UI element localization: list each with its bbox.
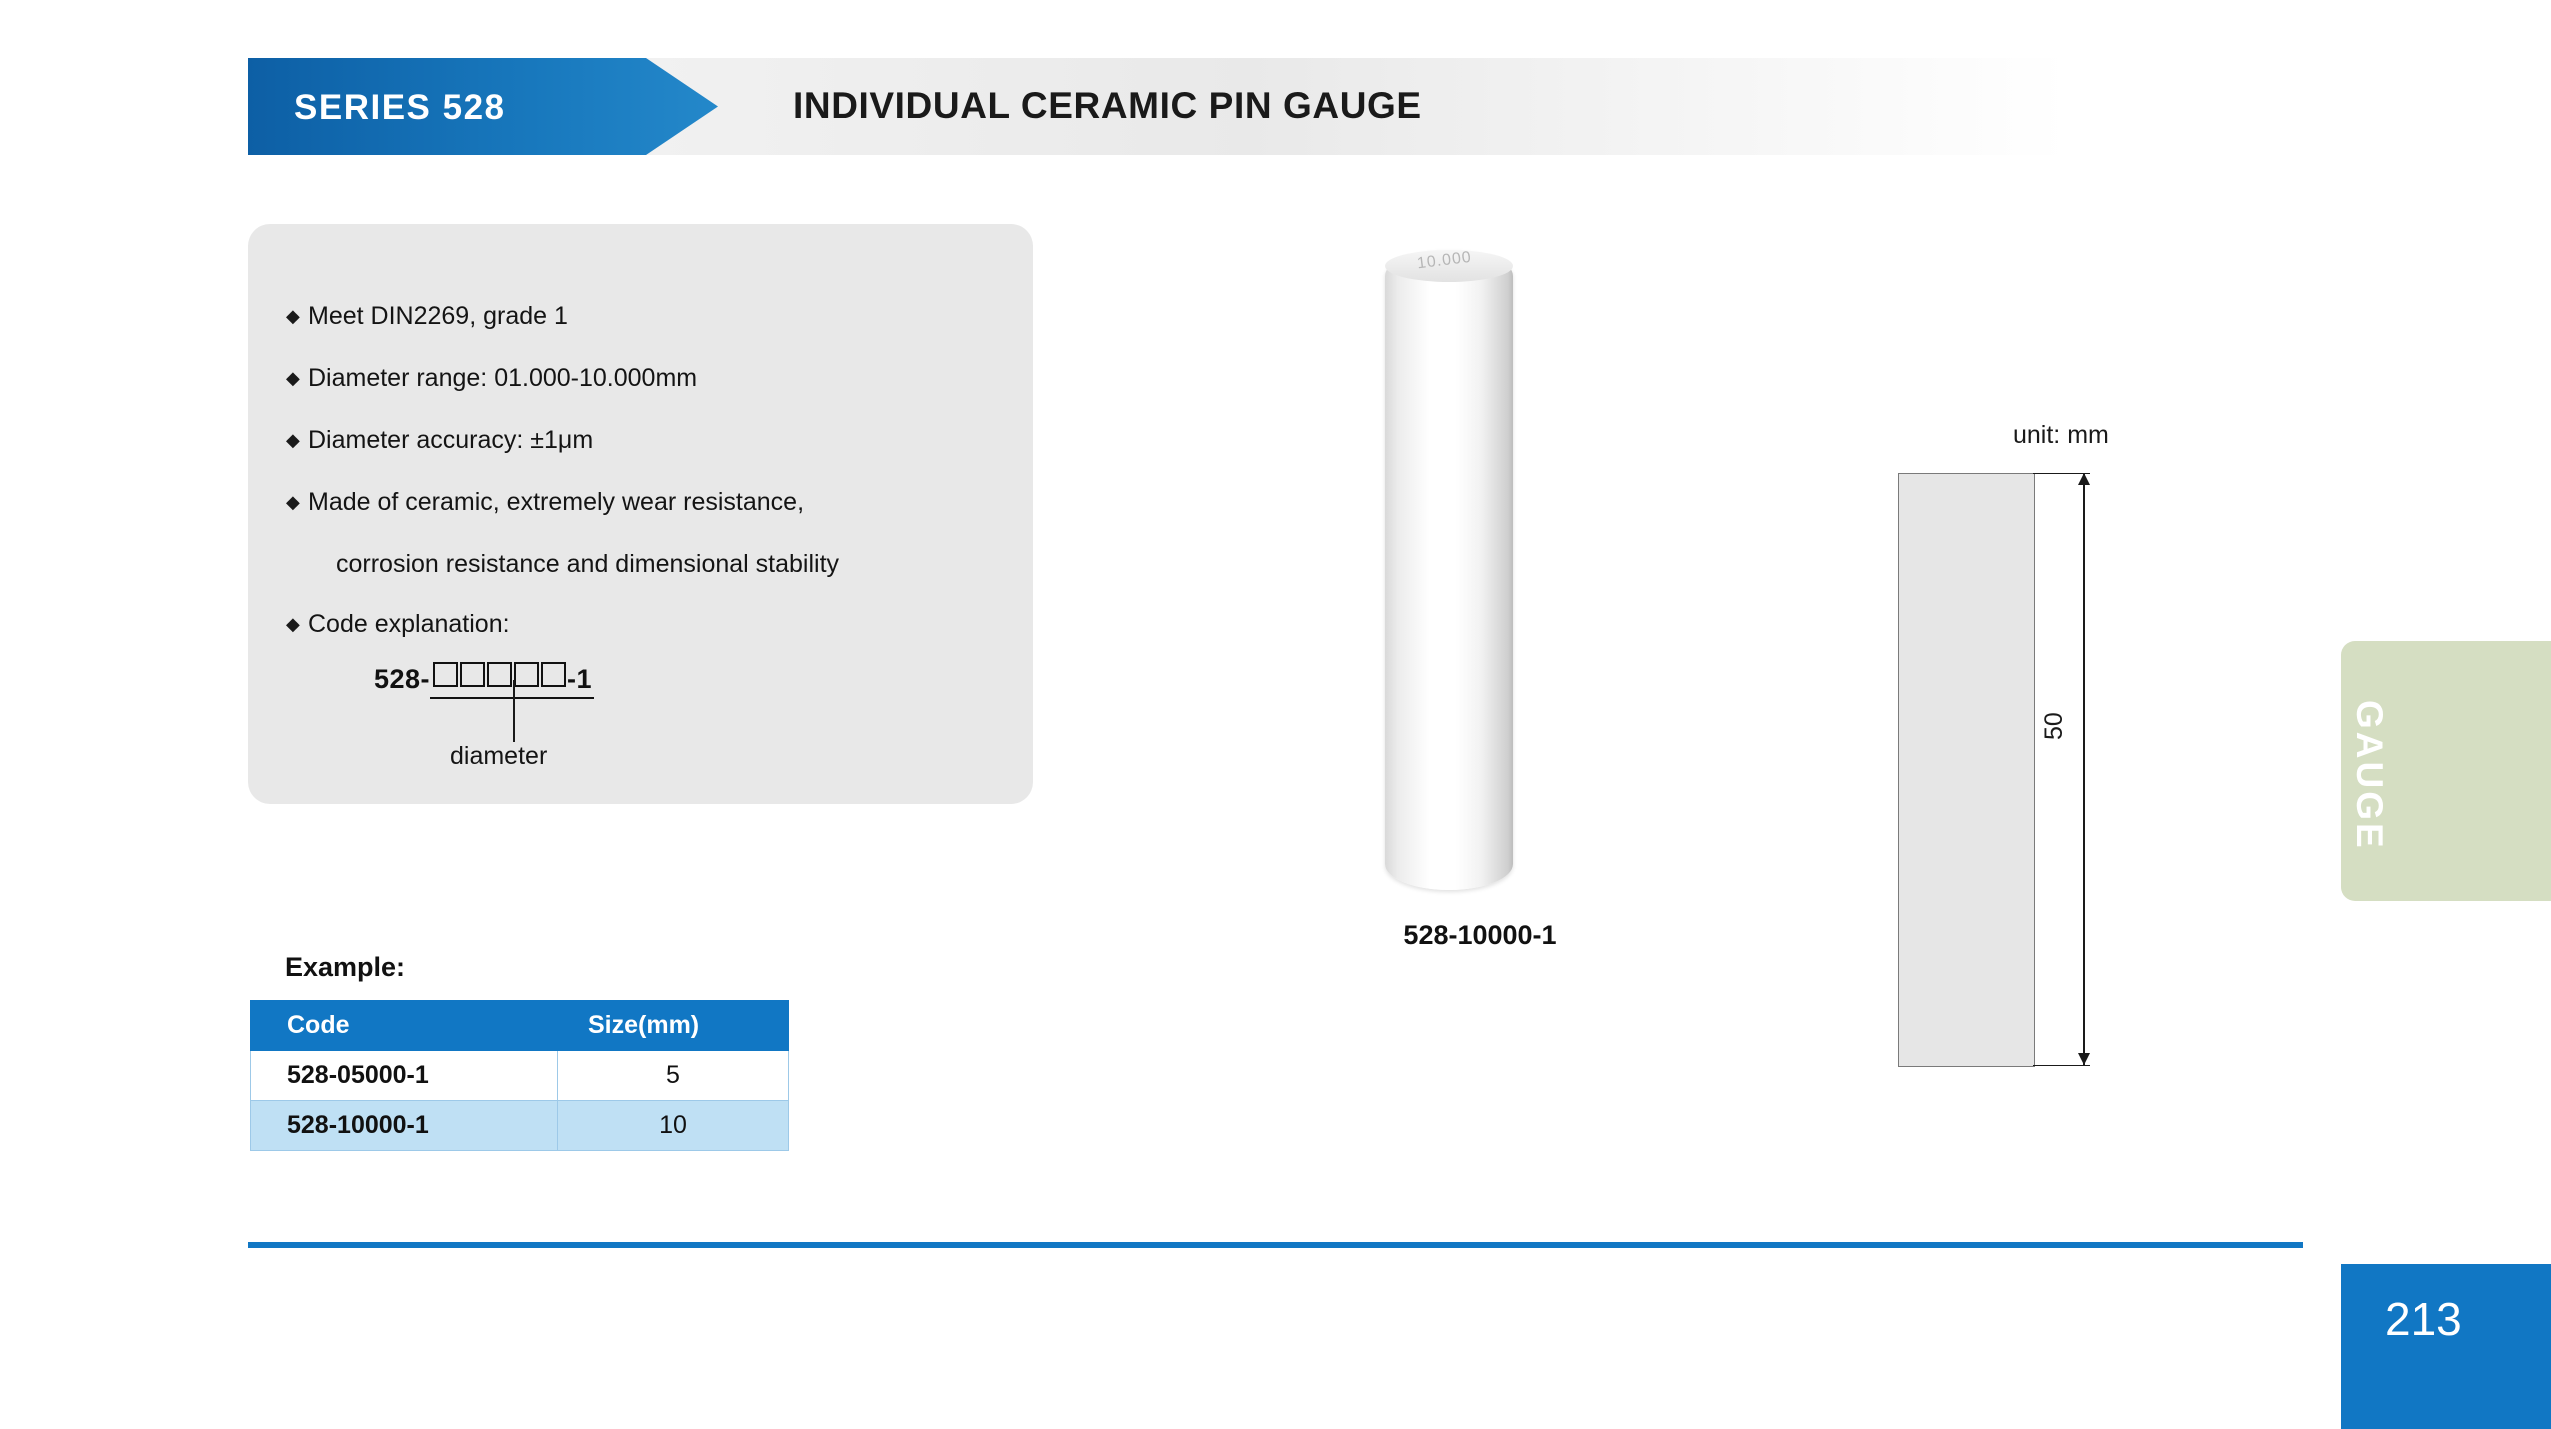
dimension-arrow-bottom-icon xyxy=(2078,1053,2090,1065)
code-explanation xyxy=(374,662,1033,699)
features-panel xyxy=(248,224,1033,804)
code-box xyxy=(487,662,512,687)
table-row xyxy=(251,1051,789,1101)
section-side-tab-label: GAUGE xyxy=(2349,700,2390,851)
diamond-bullet-icon: ◆ xyxy=(286,492,300,512)
list-item xyxy=(286,594,1033,656)
cell-size: 10 xyxy=(558,1101,789,1151)
list-item xyxy=(286,348,1033,410)
dimension-value: 50 xyxy=(2040,712,2068,740)
code-box xyxy=(541,662,566,687)
footer-divider xyxy=(248,1242,2303,1248)
cell-code: 528-10000-1 xyxy=(251,1101,558,1151)
feature-text: Meet DIN2269, grade 1 xyxy=(308,302,568,330)
page-number: 213 xyxy=(2385,1293,2462,1345)
dimension-line xyxy=(2083,473,2085,1065)
dimension-arrow-top-icon xyxy=(2078,473,2090,485)
drawing-pin-profile xyxy=(1898,473,2035,1067)
diamond-bullet-icon: ◆ xyxy=(286,614,300,634)
list-item xyxy=(286,286,1033,348)
page-header xyxy=(248,58,2068,155)
diamond-bullet-icon: ◆ xyxy=(286,368,300,388)
code-box xyxy=(514,662,539,687)
dimension-extension-line-bottom xyxy=(2033,1065,2090,1066)
feature-text: Code explanation: xyxy=(308,610,510,638)
column-header-size: Size(mm) xyxy=(558,1001,789,1051)
unit-label: unit: mm xyxy=(2013,421,2109,449)
ceramic-pin-gauge-image xyxy=(1385,250,1513,890)
pin-engraving-text: 10.000 xyxy=(1416,248,1473,273)
column-header-code: Code xyxy=(251,1001,558,1051)
code-prefix: 528- xyxy=(374,664,431,694)
diamond-bullet-icon: ◆ xyxy=(286,430,300,450)
feature-text-continuation: corrosion resistance and dimensional stability xyxy=(336,550,840,578)
product-photo xyxy=(1355,230,1605,910)
cell-size: 5 xyxy=(558,1051,789,1101)
code-box xyxy=(433,662,458,687)
page-number-block xyxy=(2341,1264,2551,1429)
features-list xyxy=(248,224,1033,699)
table-header-row xyxy=(251,1001,789,1051)
feature-text: Diameter accuracy: ±1μm xyxy=(308,426,594,454)
code-suffix: -1 xyxy=(567,664,593,694)
series-label: SERIES 528 xyxy=(294,88,506,127)
list-item xyxy=(286,410,1033,472)
feature-text: Diameter range: 01.000-10.000mm xyxy=(308,364,698,392)
cell-code: 528-05000-1 xyxy=(251,1051,558,1101)
product-photo-caption: 528-10000-1 xyxy=(1403,920,1557,950)
diamond-bullet-icon: ◆ xyxy=(286,306,300,326)
code-box xyxy=(460,662,485,687)
example-table xyxy=(250,1000,789,1151)
page-title: INDIVIDUAL CERAMIC PIN GAUGE xyxy=(793,85,1422,126)
table-row xyxy=(251,1101,789,1151)
list-item xyxy=(286,472,1033,534)
code-leader-label: diameter xyxy=(450,742,548,770)
code-leader-line xyxy=(513,680,515,742)
example-label: Example: xyxy=(285,952,406,982)
feature-text: Made of ceramic, extremely wear resistance, xyxy=(308,488,805,516)
